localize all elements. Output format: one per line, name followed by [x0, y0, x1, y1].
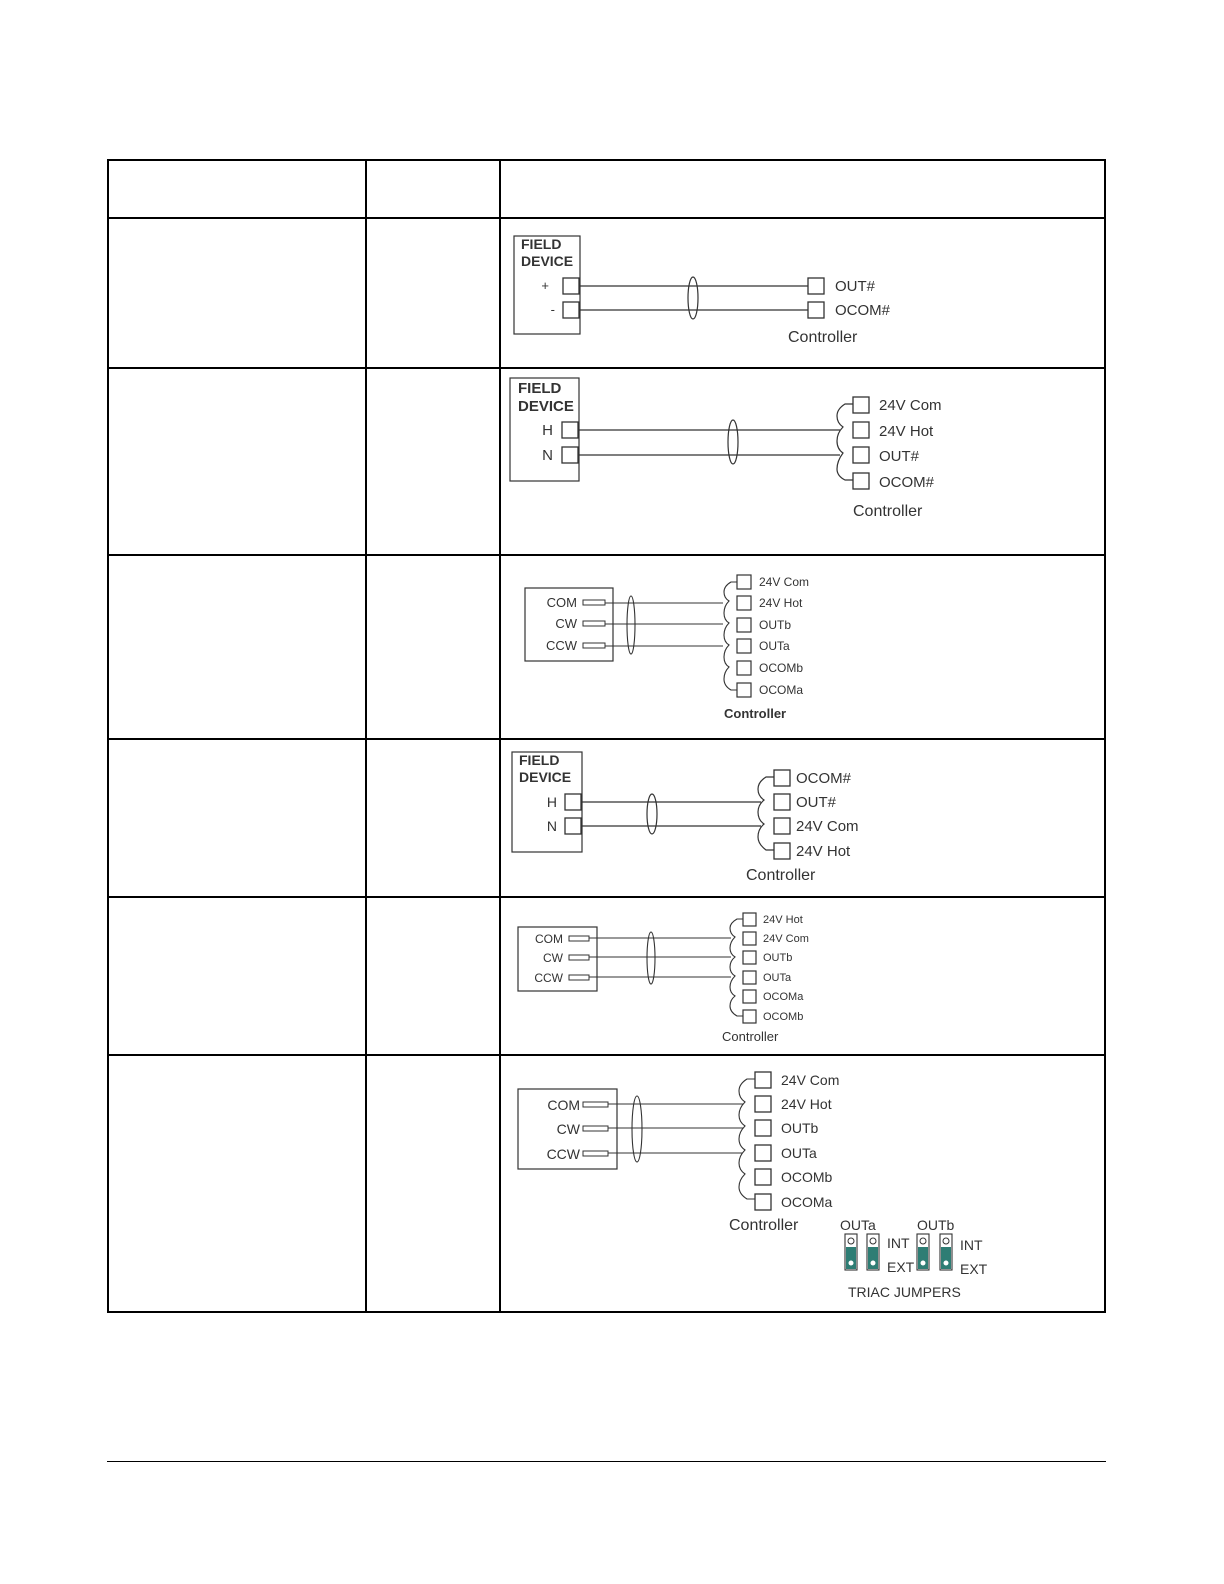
- pin-label: CCW: [546, 1146, 580, 1162]
- pin-connector: [583, 643, 605, 648]
- device-label: FIELD: [519, 752, 560, 768]
- terminal-label: OCOMb: [781, 1169, 833, 1185]
- pin-label: CCW: [534, 971, 563, 985]
- row-divider: [109, 554, 1104, 556]
- device-terminal: [565, 818, 581, 834]
- controller-terminal: [743, 990, 756, 1003]
- controller-terminal: [853, 422, 869, 438]
- triac-jumper-icon: [940, 1234, 952, 1270]
- terminal-label: OUTa: [781, 1145, 817, 1161]
- controller-terminal: [755, 1120, 771, 1136]
- row-divider: [109, 367, 1104, 369]
- terminal-label: OCOMa: [781, 1194, 833, 1210]
- pin-connector: [583, 621, 605, 626]
- device-label: FIELD: [518, 380, 562, 397]
- controller-bus: [730, 919, 743, 1016]
- cable-shield-icon: [688, 277, 698, 319]
- controller-terminal: [774, 794, 790, 810]
- terminal-label: 24V Com: [796, 818, 859, 835]
- controller-bus: [739, 1079, 755, 1199]
- pin-label: N: [546, 818, 557, 834]
- pin-connector: [569, 975, 589, 980]
- terminal-label: OCOMa: [759, 683, 804, 697]
- controller-label: Controller: [746, 867, 816, 884]
- footer-rule: [107, 1461, 1106, 1462]
- controller-terminal: [743, 913, 756, 926]
- cable-shield-icon: [632, 1096, 642, 1162]
- jumper-ext-label: EXT: [887, 1259, 915, 1275]
- device-terminal: [562, 422, 578, 438]
- pin-label: COM: [546, 595, 577, 610]
- cable-shield-icon: [647, 794, 657, 834]
- terminal-label: 24V Hot: [879, 423, 934, 440]
- pin-connector: [569, 936, 589, 941]
- terminal-label: 24V Com: [759, 575, 810, 589]
- terminal-label: OUTb: [763, 952, 793, 964]
- controller-terminal: [808, 302, 824, 318]
- controller-label: Controller: [729, 1217, 799, 1234]
- row-divider: [109, 1054, 1104, 1056]
- pin-label: +: [541, 278, 549, 293]
- controller-terminal: [737, 575, 751, 589]
- controller-terminal: [755, 1194, 771, 1210]
- terminal-label: OUTb: [781, 1120, 819, 1136]
- pin-connector: [583, 600, 605, 605]
- device-label: DEVICE: [521, 253, 574, 269]
- device-terminal: [562, 447, 578, 463]
- controller-terminal: [737, 683, 751, 697]
- controller-terminal: [743, 1010, 756, 1023]
- pin-label: N: [542, 447, 553, 464]
- controller-terminal: [774, 818, 790, 834]
- pin-label: COM: [535, 932, 563, 946]
- controller-terminal: [737, 596, 751, 610]
- terminal-label: 24V Hot: [781, 1096, 832, 1112]
- terminal-label: OUTa: [759, 639, 790, 653]
- wiring-diagram-3: [503, 558, 1103, 736]
- pin-connector: [569, 955, 589, 960]
- triac-jumper-icon: [845, 1234, 857, 1270]
- wiring-diagram-1: [503, 221, 1103, 365]
- controller-terminal: [743, 971, 756, 984]
- wiring-diagram-2: [503, 371, 1103, 551]
- controller-label: Controller: [724, 706, 787, 721]
- terminal-label: OUT#: [796, 794, 837, 811]
- terminal-label: 24V Com: [879, 397, 942, 414]
- pin-label: CW: [543, 951, 563, 965]
- jumper-caption: TRIAC JUMPERS: [848, 1284, 961, 1300]
- controller-terminal: [743, 951, 756, 964]
- controller-terminal: [743, 932, 756, 945]
- terminal-label: OCOMb: [759, 661, 804, 675]
- row-divider: [109, 217, 1104, 219]
- jumper-group-label: OUTa: [840, 1217, 876, 1233]
- wiring-diagram-4: [503, 742, 1103, 894]
- triac-jumper-icon: [867, 1234, 879, 1270]
- device-label: FIELD: [521, 236, 562, 252]
- controller-bus: [724, 582, 737, 690]
- terminal-label: OCOMa: [763, 991, 804, 1003]
- terminal-label: OUTa: [763, 972, 792, 984]
- controller-terminal: [737, 618, 751, 632]
- terminal-label: 24V Hot: [763, 914, 803, 926]
- pin-label: H: [546, 794, 557, 810]
- controller-terminal: [755, 1072, 771, 1088]
- cable-shield-icon: [627, 596, 635, 654]
- device-terminal: [563, 278, 579, 294]
- terminal-label: OCOM#: [835, 302, 891, 319]
- device-terminal: [563, 302, 579, 318]
- controller-terminal: [737, 661, 751, 675]
- terminal-label: OUT#: [879, 448, 920, 465]
- controller-terminal: [853, 447, 869, 463]
- pin-connector: [583, 1126, 608, 1131]
- controller-terminal: [755, 1169, 771, 1185]
- controller-terminal: [737, 639, 751, 653]
- controller-terminal: [774, 770, 790, 786]
- jumper-int-label: INT: [887, 1235, 910, 1251]
- pin-label: H: [542, 422, 553, 439]
- pin-label: -: [550, 302, 555, 317]
- controller-label: Controller: [722, 1029, 779, 1044]
- terminal-label: 24V Com: [781, 1072, 840, 1088]
- controller-terminal: [853, 397, 869, 413]
- terminal-label: OCOM#: [879, 474, 935, 491]
- pin-label: CW: [556, 1121, 580, 1137]
- terminal-label: 24V Com: [763, 933, 809, 945]
- controller-label: Controller: [788, 329, 858, 346]
- terminal-label: 24V Hot: [759, 596, 803, 610]
- pin-connector: [583, 1102, 608, 1107]
- terminal-label: OCOMb: [763, 1011, 804, 1023]
- jumper-group-label: OUTb: [917, 1217, 955, 1233]
- controller-terminal: [755, 1096, 771, 1112]
- terminal-label: OUT#: [835, 278, 876, 295]
- pin-label: CW: [555, 616, 577, 631]
- row-divider: [109, 896, 1104, 898]
- controller-terminal: [755, 1145, 771, 1161]
- wiring-diagram-5: [503, 900, 1103, 1052]
- controller-bus: [837, 404, 853, 480]
- controller-terminal: [774, 843, 790, 859]
- jumper-ext-label: EXT: [960, 1261, 988, 1277]
- terminal-label: 24V Hot: [796, 843, 851, 860]
- column-divider: [365, 161, 367, 1311]
- terminal-label: OUTb: [759, 618, 792, 632]
- controller-terminal: [808, 278, 824, 294]
- device-label: DEVICE: [519, 769, 572, 785]
- triac-jumper-icon: [917, 1234, 929, 1270]
- device-label: DEVICE: [518, 398, 574, 415]
- jumper-int-label: INT: [960, 1237, 983, 1253]
- pin-label: CCW: [545, 638, 577, 653]
- controller-label: Controller: [853, 503, 923, 520]
- wiring-table: [107, 159, 1106, 1313]
- pin-connector: [583, 1151, 608, 1156]
- controller-terminal: [853, 473, 869, 489]
- cable-shield-icon: [728, 420, 738, 464]
- device-terminal: [565, 794, 581, 810]
- pin-label: COM: [547, 1097, 580, 1113]
- cable-shield-icon: [647, 932, 655, 984]
- row-divider: [109, 738, 1104, 740]
- controller-bus: [758, 777, 774, 850]
- column-divider: [499, 161, 501, 1311]
- terminal-label: OCOM#: [796, 770, 852, 787]
- wiring-diagram-6: [503, 1058, 1103, 1310]
